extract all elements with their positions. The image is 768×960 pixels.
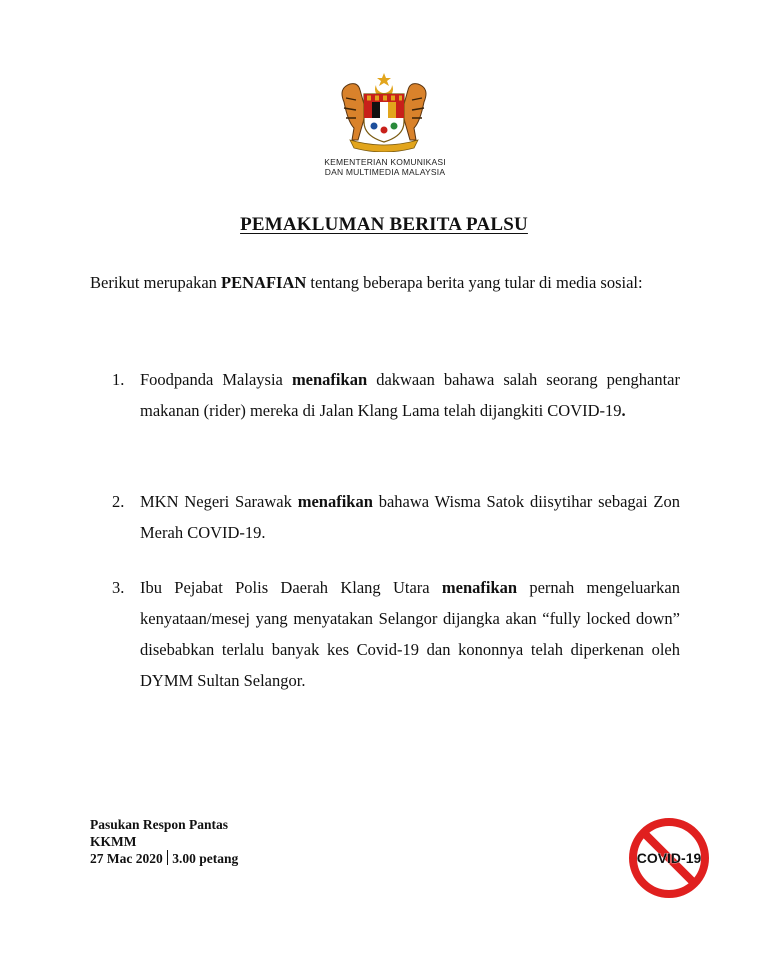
intro-text-before: Berikut merupakan — [90, 273, 222, 292]
no-covid-19-icon — [626, 815, 712, 901]
list-item-3 — [112, 572, 680, 696]
coat-of-arms-icon — [330, 72, 438, 152]
list-item-text-end: . — [621, 401, 626, 420]
signature-time: 3.00 petang — [172, 851, 239, 866]
intro-text-after: tentang beberapa berita yang tular di media sosial: — [306, 273, 643, 292]
list-item-text-bold: menafikan — [297, 492, 373, 511]
signature-datetime — [90, 850, 238, 867]
signature-block — [90, 816, 238, 867]
document-title: PEMAKLUMAN BERITA PALSU — [240, 214, 528, 235]
badge-text: COVID-19 — [636, 850, 702, 866]
intro-paragraph — [90, 268, 680, 297]
list-item-2 — [112, 486, 680, 548]
list-item-1 — [112, 364, 680, 426]
signature-org: KKMM — [90, 834, 137, 849]
list-item-text-before: Ibu Pejabat Polis Daerah Klang Utara — [140, 578, 442, 597]
signature-date: 27 Mac 2020 — [90, 851, 163, 866]
ministry-name — [300, 157, 470, 177]
list-item-text-after: bahawa Wisma Satok diisytihar sebagai Zon Merah COVID-19. — [140, 492, 680, 542]
list-item-number: 1. — [112, 370, 125, 389]
list-item-number: 3. — [112, 578, 125, 597]
signature-separator — [167, 850, 169, 865]
list-item-text-after: dakwaan bahawa salah seorang penghantar makanan (rider) mereka di Jalan Klang Lama telah dijangkiti COVID-19 — [140, 370, 680, 420]
ministry-line-2: DAN MULTIMEDIA MALAYSIA — [324, 167, 446, 177]
list-item-text-before: MKN Negeri Sarawak — [140, 492, 298, 511]
list-item-text-before: Foodpanda Malaysia — [140, 370, 292, 389]
list-item-number: 2. — [112, 492, 125, 511]
ministry-line-1: KEMENTERIAN KOMUNIKASI — [324, 157, 446, 167]
list-item-text-after: pernah mengeluarkan kenyataan/mesej yang menyatakan Selangor dijangka akan “fully locked down” disebabkan terlalu banyak kes Covid-19 dan kononnya telah diperkenan oleh DYMM Sultan Selangor. — [140, 578, 680, 690]
list-item-text-bold: menafikan — [291, 370, 368, 389]
signature-team: Pasukan Respon Pantas — [90, 817, 229, 832]
intro-text-bold: PENAFIAN — [221, 273, 307, 292]
list-item-text-bold: menafikan — [441, 578, 518, 597]
